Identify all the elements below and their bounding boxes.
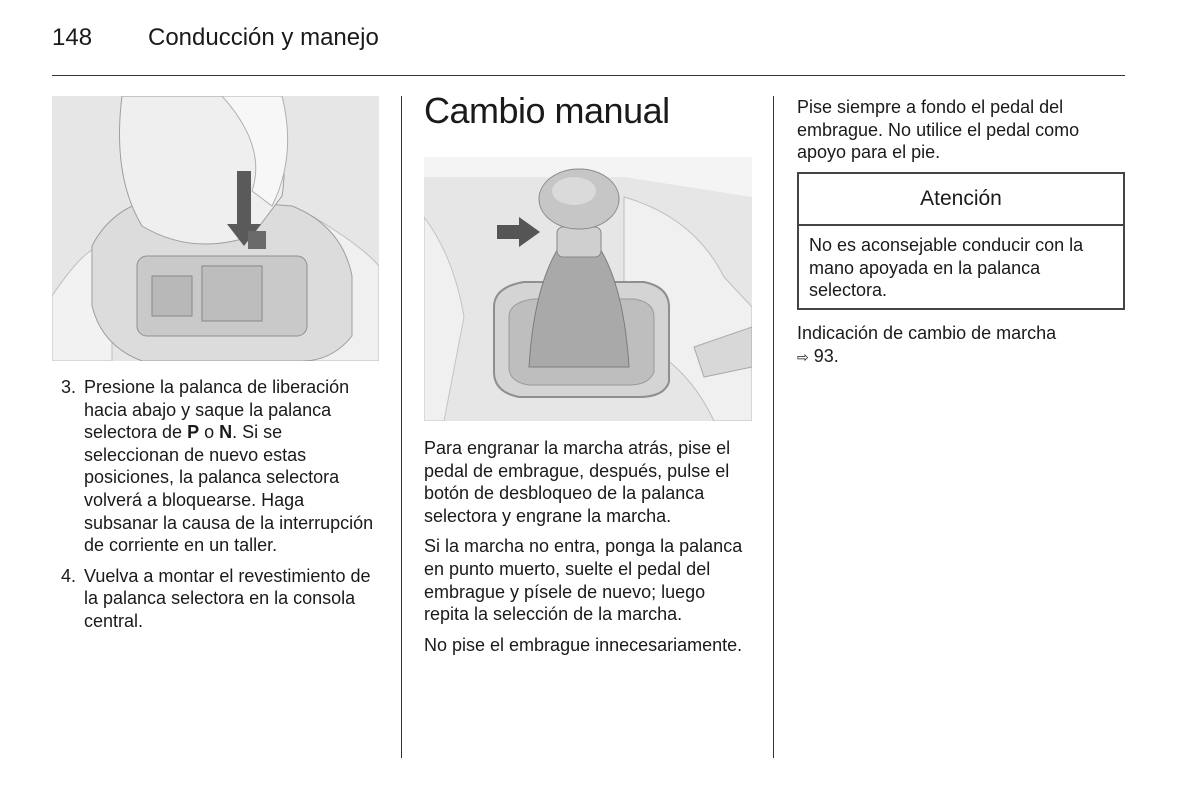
column-separator-left <box>401 96 402 758</box>
gear-shift-indication-reference <box>797 322 1127 368</box>
paragraph: Para engranar la marcha atrás, pise el pedal de embrague, después, pulse el botón de desbloqueo de la palanca selectora y engrane la marcha. <box>424 438 731 526</box>
manual-gearbox-text <box>424 437 754 664</box>
reference-page: 93. <box>813 345 839 366</box>
step-3 <box>52 376 382 557</box>
step-number: 4. <box>61 565 77 586</box>
attention-box <box>797 172 1125 310</box>
section-heading: Cambio manual <box>424 90 670 131</box>
gear-shift-knob-illustration <box>424 157 752 421</box>
step-text-part: Presione la palanca de liberación hacia abajo y saque la palanca selectora de <box>84 377 350 443</box>
paragraph: Si la marcha no entra, ponga la palanca en punto muerto, suelte el pedal del embrague y písele de nuevo; luego repita la selección de la marcha. <box>424 536 743 625</box>
selector-lever-release-illustration <box>52 96 379 361</box>
clutch-note <box>797 96 1127 172</box>
step-4 <box>52 565 382 633</box>
step-text: Vuelva a montar el revestimiento de la palanca selectora en la consola central. <box>84 565 371 631</box>
page-reference-arrow-icon: ⇨ <box>797 348 809 365</box>
gear-p-label: P <box>187 422 200 443</box>
attention-heading: Atención <box>799 174 1123 226</box>
step-text-part: . Si se seleccionan de nuevo estas posiciones, la palanca selectora volverá a bloquearse. Haga subsanar la causa de la interrupción de corriente en un taller. <box>84 422 374 556</box>
step-text-part: o <box>199 422 220 443</box>
page-number: 148 <box>52 24 93 51</box>
step-number: 3. <box>61 377 77 397</box>
attention-body: No es aconsejable conducir con la mano apoyada en la palanca selectora. <box>809 235 1084 301</box>
paragraph: Pise siempre a fondo el pedal del embrague. No utilice el pedal como apoyo para el pie. <box>797 97 1080 163</box>
gear-n-label: N <box>219 422 233 443</box>
paragraph: No pise el embrague innecesariamente. <box>424 634 743 655</box>
section-title: Conducción y manejo <box>148 24 379 51</box>
instruction-steps <box>52 376 382 641</box>
column-separator-right <box>773 96 774 758</box>
header-rule <box>52 75 1125 76</box>
reference-text: Indicación de cambio de marcha <box>797 323 1057 343</box>
